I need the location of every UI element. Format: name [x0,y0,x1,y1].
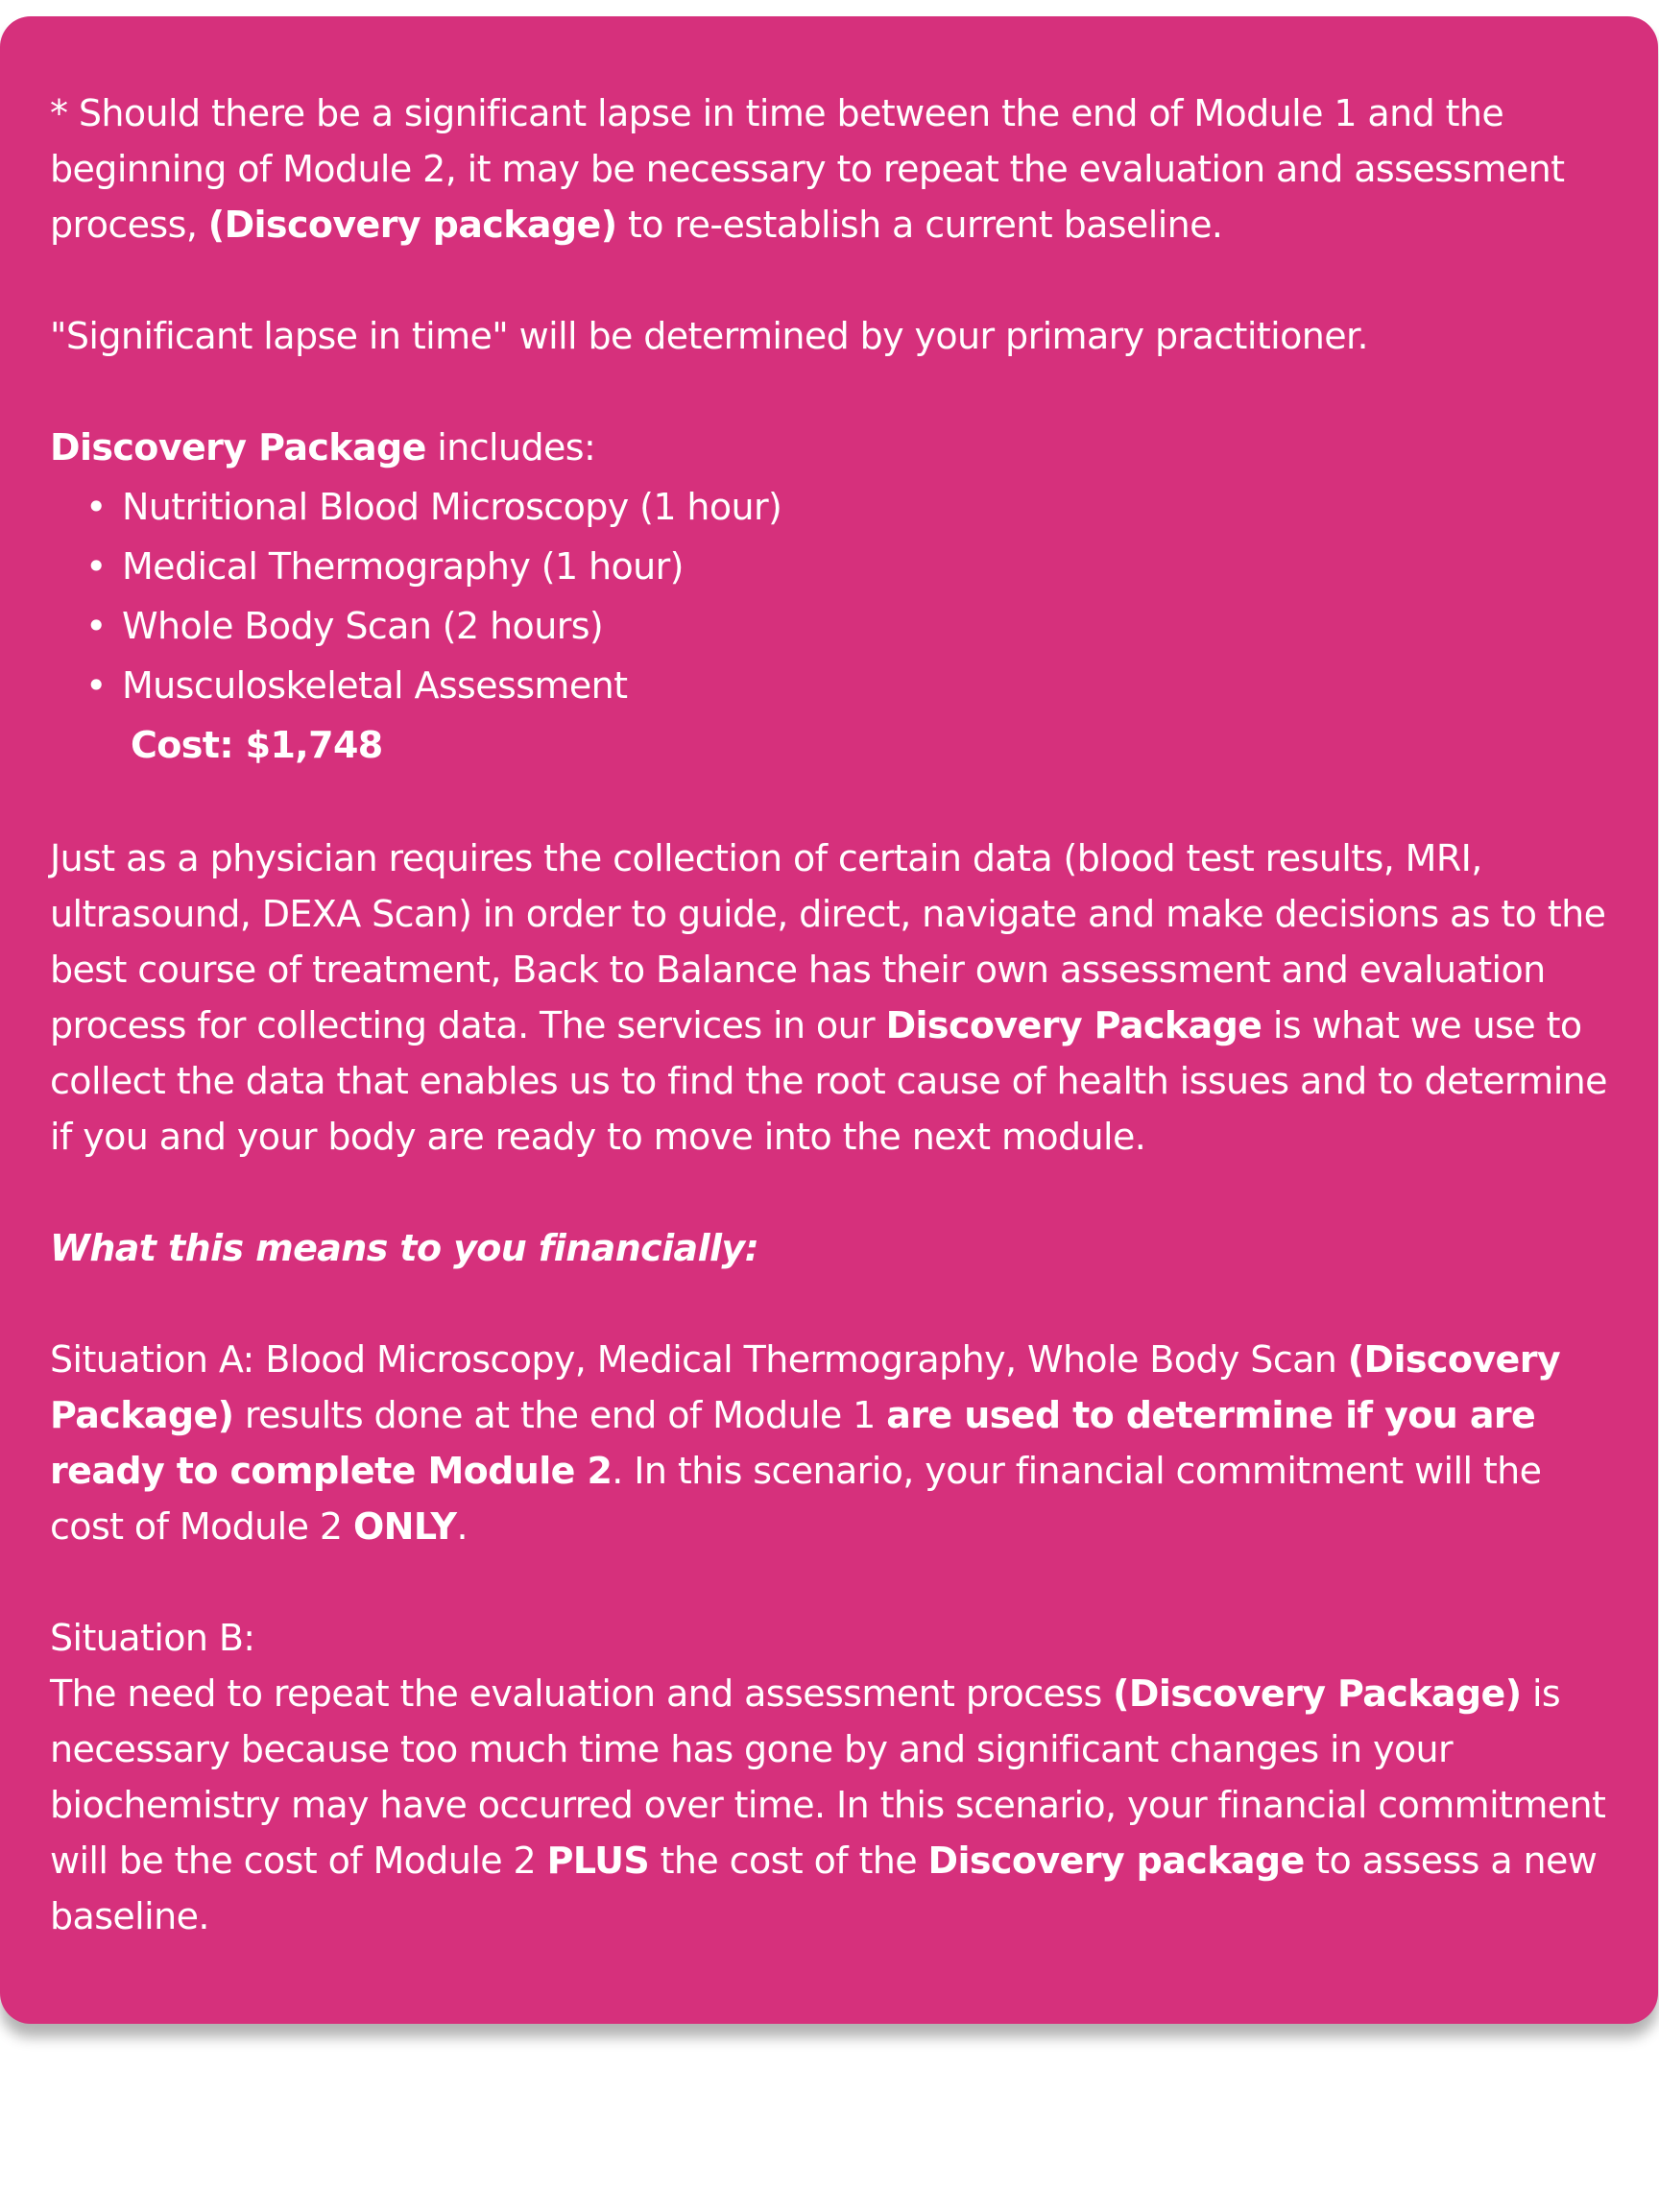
list-item-label: Musculoskeletal Assessment [122,664,628,707]
explanation-text-2: is what we use to collect the data that enables us to find the root cause of health issues and to determine if you and your body are ready to move into the next module. [50,1004,1607,1158]
info-card [0,16,1658,2024]
spacer [50,1276,1620,1332]
bullet-icon: • [85,545,107,588]
situation-b-text-1: The need to repeat the evaluation and assessment process [50,1672,1114,1715]
explanation-paragraph [50,830,1620,1165]
explanation-text-1: Just as a physician requires the collection of certain data (blood test results, MRI, ultrasound, DEXA Scan) in order to guide, direct, navigate and make decisions as to the best course of treatment, Back to Balance has their own assessment and evaluation process for collecting data. The services in our [50,837,1606,1046]
lapse-note [50,85,1620,252]
list-item-label: Medical Thermography (1 hour) [122,545,684,588]
package-includes-label: includes: [425,426,596,469]
situation-a-text-4: . [456,1505,468,1548]
package-heading [50,420,1620,475]
situation-b-text-4: to assess a new baseline. [50,1839,1598,1937]
explanation-discovery-package: Discovery Package [885,1004,1262,1046]
situation-a-emphasis: are used to determine if you are ready to complete Module 2 [50,1394,1536,1492]
spacer [50,775,1620,830]
situation-a-text-2: results done at the end of Module 1 [233,1394,887,1436]
list-item [85,596,1620,656]
bullet-icon: • [85,486,107,528]
situation-a-discovery-package: (Discovery Package) [50,1338,1561,1436]
package-title: Discovery Package [50,426,426,469]
situation-b-label: Situation B: [50,1617,255,1659]
situation-a-text-3: . In this scenario, your financial commitment will the cost of Module 2 [50,1450,1542,1548]
situation-a-only: ONLY [352,1505,457,1548]
situation-b-text-3: the cost of the [649,1839,928,1882]
situation-b-plus: PLUS [546,1839,650,1882]
bullet-icon: • [85,605,107,647]
spacer [50,252,1620,308]
lapse-note-text-2: to re-establish a current baseline. [616,204,1223,246]
situation-a-paragraph [50,1332,1620,1554]
list-item [85,477,1620,537]
spacer [50,1165,1620,1220]
spacer [50,364,1620,420]
list-item [85,537,1620,596]
situation-a-text-1: Situation A: Blood Microscopy, Medical Thermography, Whole Body Scan [50,1338,1348,1381]
package-cost: Cost: $1,748 [131,724,383,766]
situation-b-paragraph [50,1666,1620,1944]
list-item-label: Nutritional Blood Microscopy (1 hour) [122,486,782,528]
spacer [50,1554,1620,1610]
situation-b-discovery-package-2: Discovery package [927,1839,1305,1882]
financial-heading: What this means to you financially: [50,1227,759,1269]
list-item-label: Whole Body Scan (2 hours) [122,605,604,647]
bullet-icon: • [85,664,107,707]
situation-b-discovery-package: (Discovery Package) [1113,1672,1522,1715]
lapse-note-discovery-package: (Discovery package) [207,204,617,246]
situation-b-text-2: is necessary because too much time has gone by and significant changes in your biochemistry may have occurred over time. In this scenario, your financial commitment will be the cost of Module 2 [50,1672,1606,1882]
lapse-definition: "Significant lapse in time" will be determined by your primary practitioner. [50,315,1368,357]
list-item [85,656,1620,715]
package-items-list [50,477,1620,715]
lapse-note-text-1: * Should there be a significant lapse in time between the end of Module 1 and the beginning of Module 2, it may be necessary to repeat the evaluation and assessment process, [50,92,1565,246]
